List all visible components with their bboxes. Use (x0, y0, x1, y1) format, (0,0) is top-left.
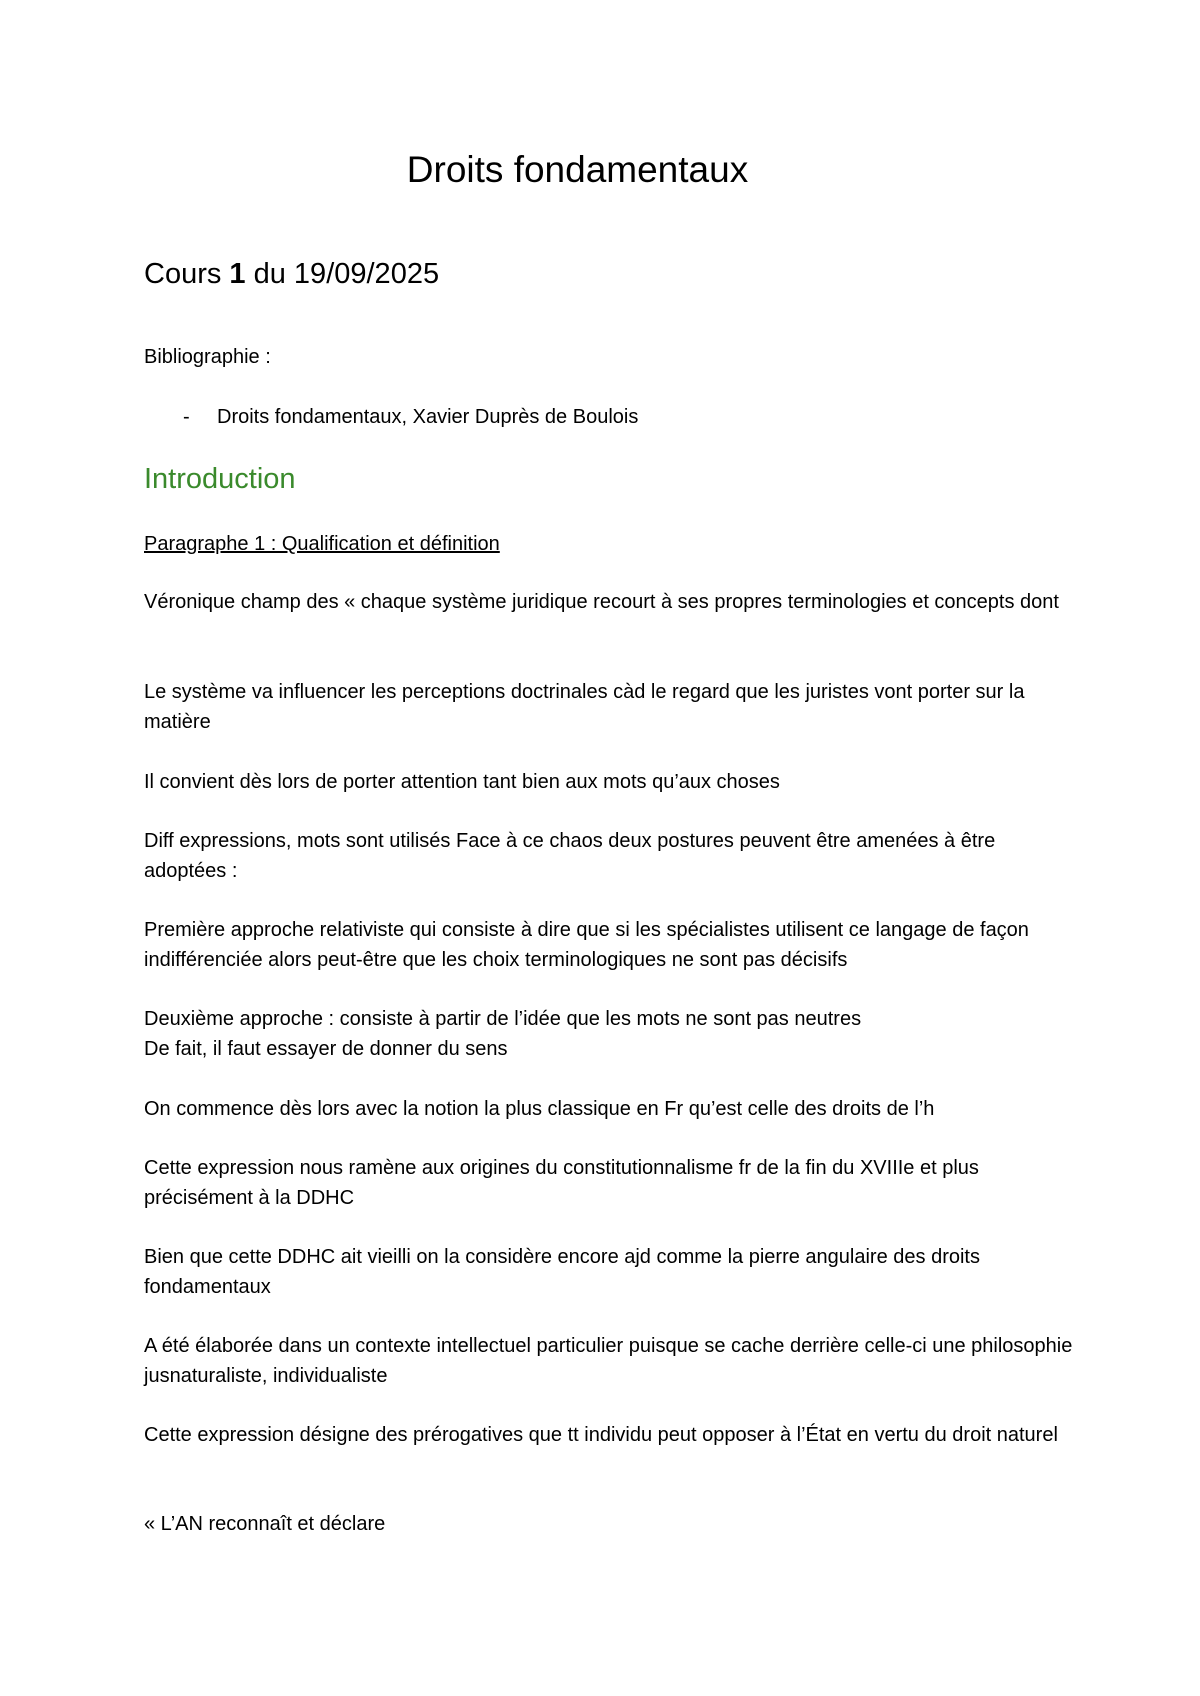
course-subtitle (144, 256, 439, 292)
body-paragraph: Bien que cette DDHC ait vieilli on la considère encore ajd comme la pierre angulaire des droits fondamentaux (144, 1246, 980, 1298)
body-paragraph: Diff expressions, mots sont utilisés Face à ce chaos deux postures peuvent être amenées à être adoptées : (144, 830, 996, 882)
body-paragraph: Véronique champ des « chaque système juridique recourt à ses propres terminologies et concepts dont (144, 591, 1059, 613)
body-paragraph: De fait, il faut essayer de donner du sens (144, 1038, 508, 1060)
subtitle-date: du 19/09/2025 (245, 258, 440, 290)
body-paragraph: Cette expression nous ramène aux origines du constitutionnalisme fr de la fin du XVIIIe et plus précisément à la DDHC (144, 1157, 979, 1209)
subtitle-number: 1 (229, 258, 246, 290)
body-paragraph: Première approche relativiste qui consiste à dire que si les spécialistes utilisent ce langage de façon indifférenciée alors peut-être que les choix terminologiques ne sont pas décisifs (144, 919, 1029, 971)
body-paragraph: « L’AN reconnaît et déclare (144, 1513, 386, 1535)
body-paragraph: On commence dès lors avec la notion la plus classique en Fr qu’est celle des droits de l’h (144, 1098, 935, 1120)
body-paragraph: Il convient dès lors de porter attention tant bien aux mots qu’aux choses (144, 771, 780, 793)
body-paragraph: Cette expression désigne des prérogatives que tt individu peut opposer à l’État en vertu du droit naturel (144, 1424, 1058, 1446)
bibliography-item (183, 403, 638, 431)
subtitle-prefix: Cours (144, 258, 230, 290)
paragraph-heading: Paragraphe 1 : Qualification et définition (144, 533, 500, 555)
body-paragraph: A été élaborée dans un contexte intellectuel particulier puisque se cache derrière celle-ci une philosophie jusnaturaliste, individualiste (144, 1335, 1073, 1387)
bullet-dash: - (183, 406, 190, 428)
body-paragraph: Deuxième approche : consiste à partir de l’idée que les mots ne sont pas neutres (144, 1008, 862, 1030)
document-title: Droits fondamentaux (406, 149, 749, 190)
bibliography-label: Bibliographie : (144, 346, 271, 368)
bibliography-item-text: Droits fondamentaux, Xavier Duprès de Boulois (217, 406, 639, 428)
section-heading-introduction: Introduction (144, 463, 296, 495)
body-paragraph: Le système va influencer les perceptions doctrinales càd le regard que les juristes vont porter sur la matière (144, 681, 1025, 733)
